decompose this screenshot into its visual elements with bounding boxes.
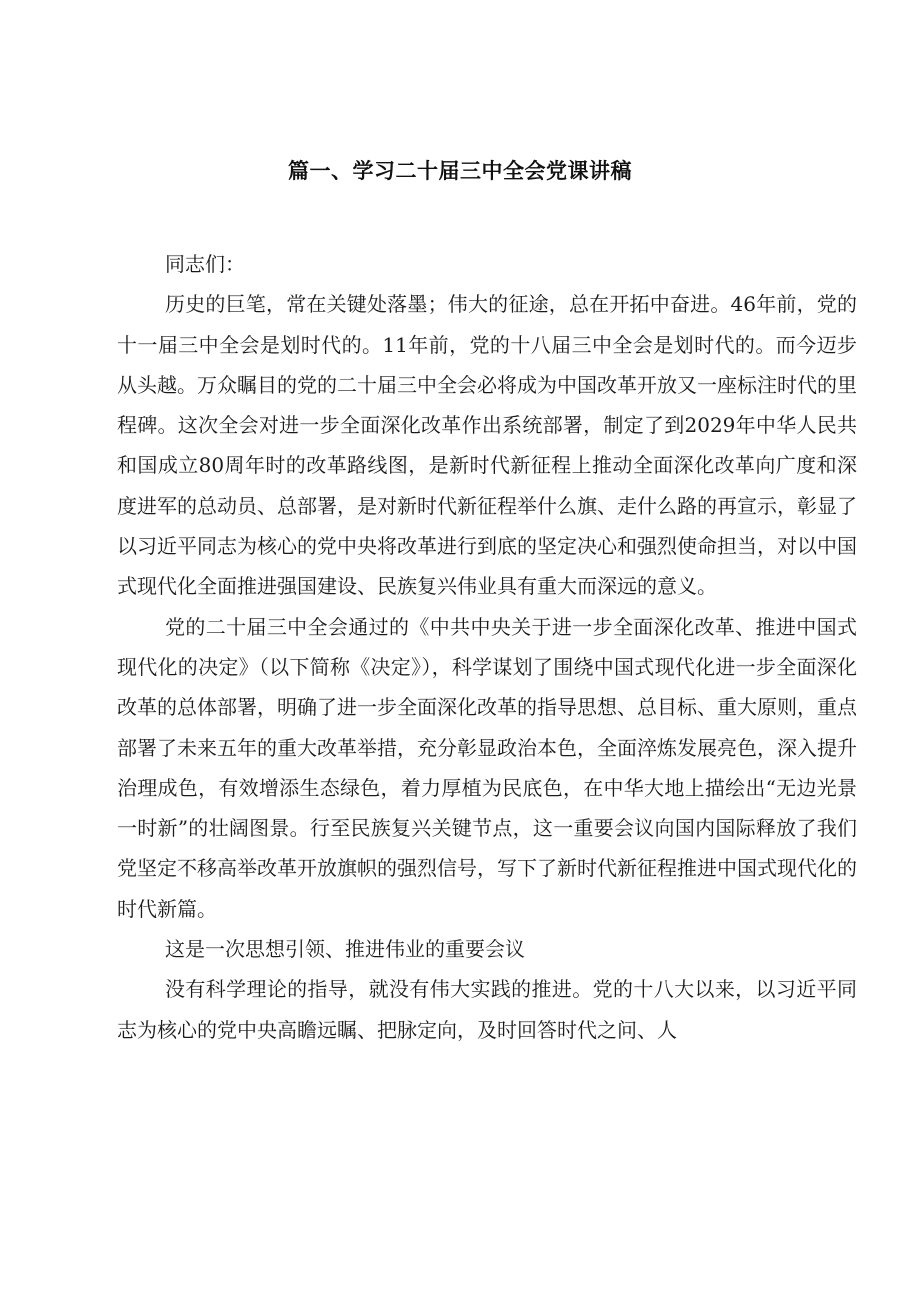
document-title: 篇一、学习二十届三中全会党课讲稿 [288,159,632,183]
paragraph-decision: 党的二十届三中全会通过的《中共中央关于进一步全面深化改革、推进中国式现代化的决定》（以下简称《决定》），科学谋划了围绕中国式现代化进一步全面深化改革的总体部署，明确了进一步全面深化改革的指导思想、总目标、重大原则，重点部署了未来五年的重大改革举措，充分彰显政治本色，全面淬炼发展亮色，深入提升治理成色，有效增添生态绿色，着力厚植为民底色，在中华大地上描绘出“无边光景一时新”的壮阔图景。行至民族复兴关键节点，这一重要会议向国内国际释放了我们党坚定不移高举改革开放旗帜的强烈信号，写下了新时代新征程推进中国式现代化的时代新篇。 [117,614,857,921]
section-heading: 这是一次思想引领、推进伟业的重要会议 [165,937,525,962]
paragraph-theory: 没有科学理论的指导，就没有伟大实践的推进。党的十八大以来，以习近平同志为核心的党中央高瞻远瞩、把脉定向，及时回答时代之问、人 [117,977,857,1042]
salutation: 同志们： [165,252,245,276]
paragraph-history: 历史的巨笔，常在关键处落墨；伟大的征途，总在开拓中奋进。46年前，党的十一届三中全会是划时代的。11年前，党的十八届三中全会是划时代的。而今迈步从头越。万众瞩目的党的二十届三中全会必将成为中国改革开放又一座标注时代的里程碑。这次全会对进一步全面深化改革作出系统部署，制定了到2029年中华人民共和国成立80周年时的改革路线图，是新时代新征程上推动全面深化改革向广度和深度进军的总动员、总部署，是对新时代新征程举什么旗、走什么路的再宣示，彰显了以习近平同志为核心的党中央将改革进行到底的坚定决心和强烈使命担当，对以中国式现代化全面推进强国建设、民族复兴伟业具有重大而深远的意义。 [117,292,857,599]
document-body [117,244,857,1050]
